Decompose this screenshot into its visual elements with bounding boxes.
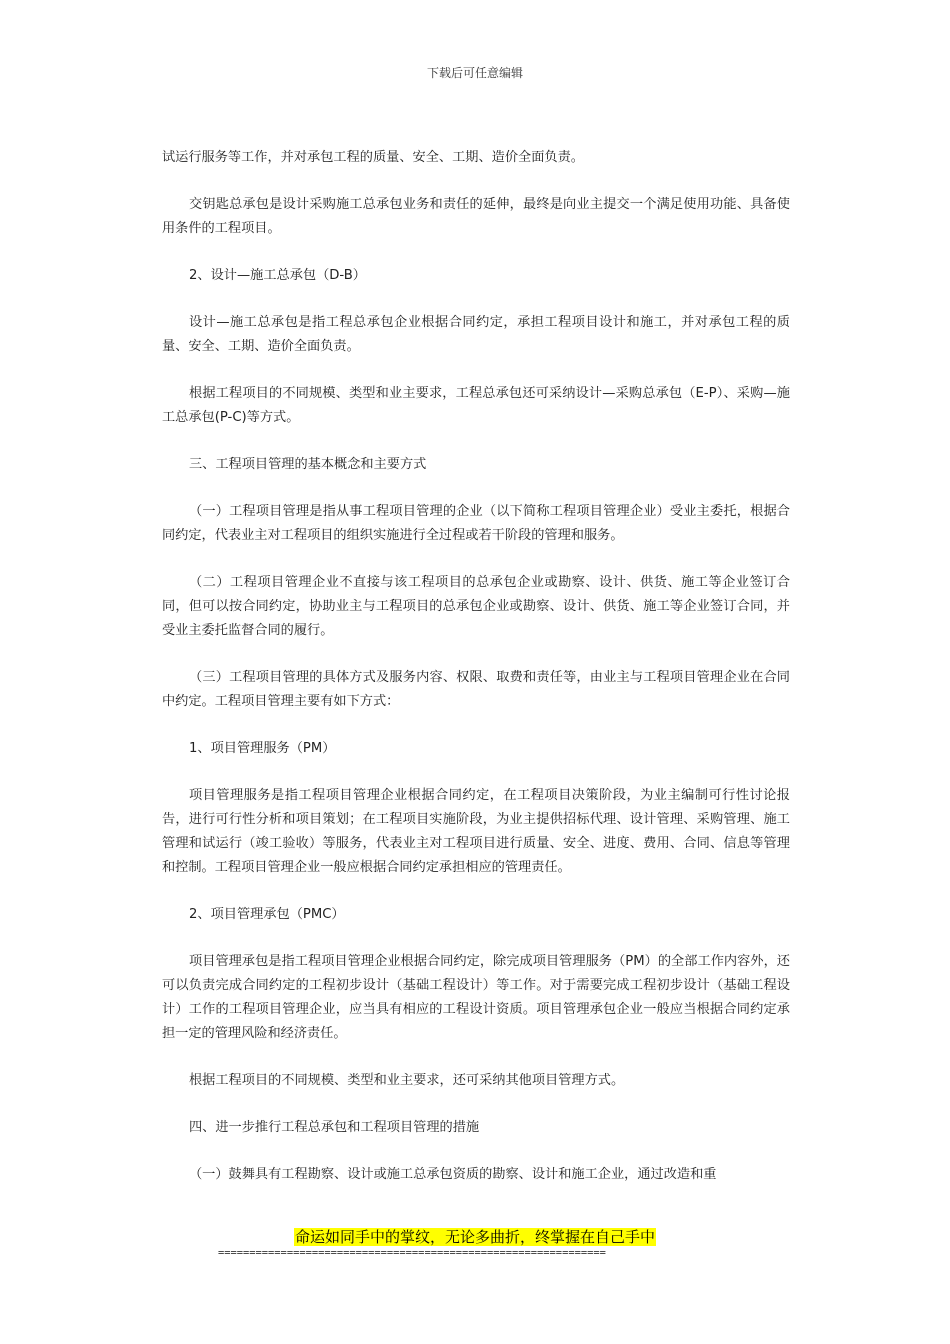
paragraph: （一）工程项目管理是指从事工程项目管理的企业（以下简称工程项目管理企业）受业主委托，根据合同约定，代表业主对工程项目的组织实施进行全过程或若干阶段的管理和服务。 bbox=[162, 504, 790, 543]
section-heading: 四、进一步推行工程总承包和工程项目管理的措施 bbox=[189, 1120, 480, 1135]
paragraph: 设计—施工总承包是指工程总承包企业根据合同约定，承担工程项目设计和施工，并对承包工程的质量、安全、工期、造价全面负责。 bbox=[162, 315, 790, 354]
paragraph: （三）工程项目管理的具体方式及服务内容、权限、取费和责任等，由业主与工程项目管理企业在合同中约定。工程项目管理主要有如下方式： bbox=[162, 670, 790, 709]
footer-motto bbox=[0, 1226, 950, 1248]
highlighted-motto-text: 命运如同手中的掌纹，无论多曲折，终掌握在自己手中 bbox=[294, 1228, 655, 1246]
paragraph: （一）鼓舞具有工程勘察、设计或施工总承包资质的勘察、设计和施工企业，通过改造和重 bbox=[189, 1167, 717, 1182]
paragraph: 根据工程项目的不同规模、类型和业主要求，还可采纳其他项目管理方式。 bbox=[189, 1073, 625, 1088]
section-heading: 三、工程项目管理的基本概念和主要方式 bbox=[189, 457, 427, 472]
paragraph: 试运行服务等工作，并对承包工程的质量、安全、工期、造价全面负责。 bbox=[162, 150, 584, 165]
paragraph: （二）工程项目管理企业不直接与该工程项目的总承包企业或勘察、设计、供货、施工等企业签订合同，但可以按合同约定，协助业主与工程项目的总承包企业或勘察、设计、供货、施工等企业签订合同，并受业主委托监督合同的履行。 bbox=[162, 575, 790, 638]
paragraph: 项目管理承包是指工程项目管理企业根据合同约定，除完成项目管理服务（PM）的全部工作内容外，还可以负责完成合同约定的工程初步设计（基础工程设计）等工作。对于需要完成工程初步设计（基础工程设计）工作的工程项目管理企业，应当具有相应的工程设计资质。项目管理承包企业一般应当根据合同约定承担一定的管理风险和经济责任。 bbox=[162, 954, 790, 1041]
section-heading: 2、项目管理承包（PMC） bbox=[189, 907, 345, 922]
paragraph: 根据工程项目的不同规模、类型和业主要求，工程总承包还可采纳设计—采购总承包（E-P）、采购—施工总承包(P-C)等方式。 bbox=[162, 386, 790, 425]
paragraph: 交钥匙总承包是设计采购施工总承包业务和责任的延伸，最终是向业主提交一个满足使用功能、具备使用条件的工程项目。 bbox=[162, 197, 790, 236]
document-body bbox=[162, 146, 790, 1210]
section-heading: 1、项目管理服务（PM） bbox=[189, 741, 336, 756]
paragraph: 项目管理服务是指工程项目管理企业根据合同约定，在工程项目决策阶段，为业主编制可行性讨论报告，进行可行性分析和项目策划；在工程项目实施阶段，为业主提供招标代理、设计管理、采购管理、施工管理和试运行（竣工验收）等服务，代表业主对工程项目进行质量、安全、进度、费用、合同、信息等管理和控制。工程项目管理企业一般应根据合同约定承担相应的管理责任。 bbox=[162, 788, 790, 875]
section-heading: 2、设计—施工总承包（D-B） bbox=[189, 268, 366, 283]
footer-divider: ============================================================== bbox=[218, 1247, 606, 1259]
page-header: 下载后可任意编辑 bbox=[426, 66, 523, 80]
